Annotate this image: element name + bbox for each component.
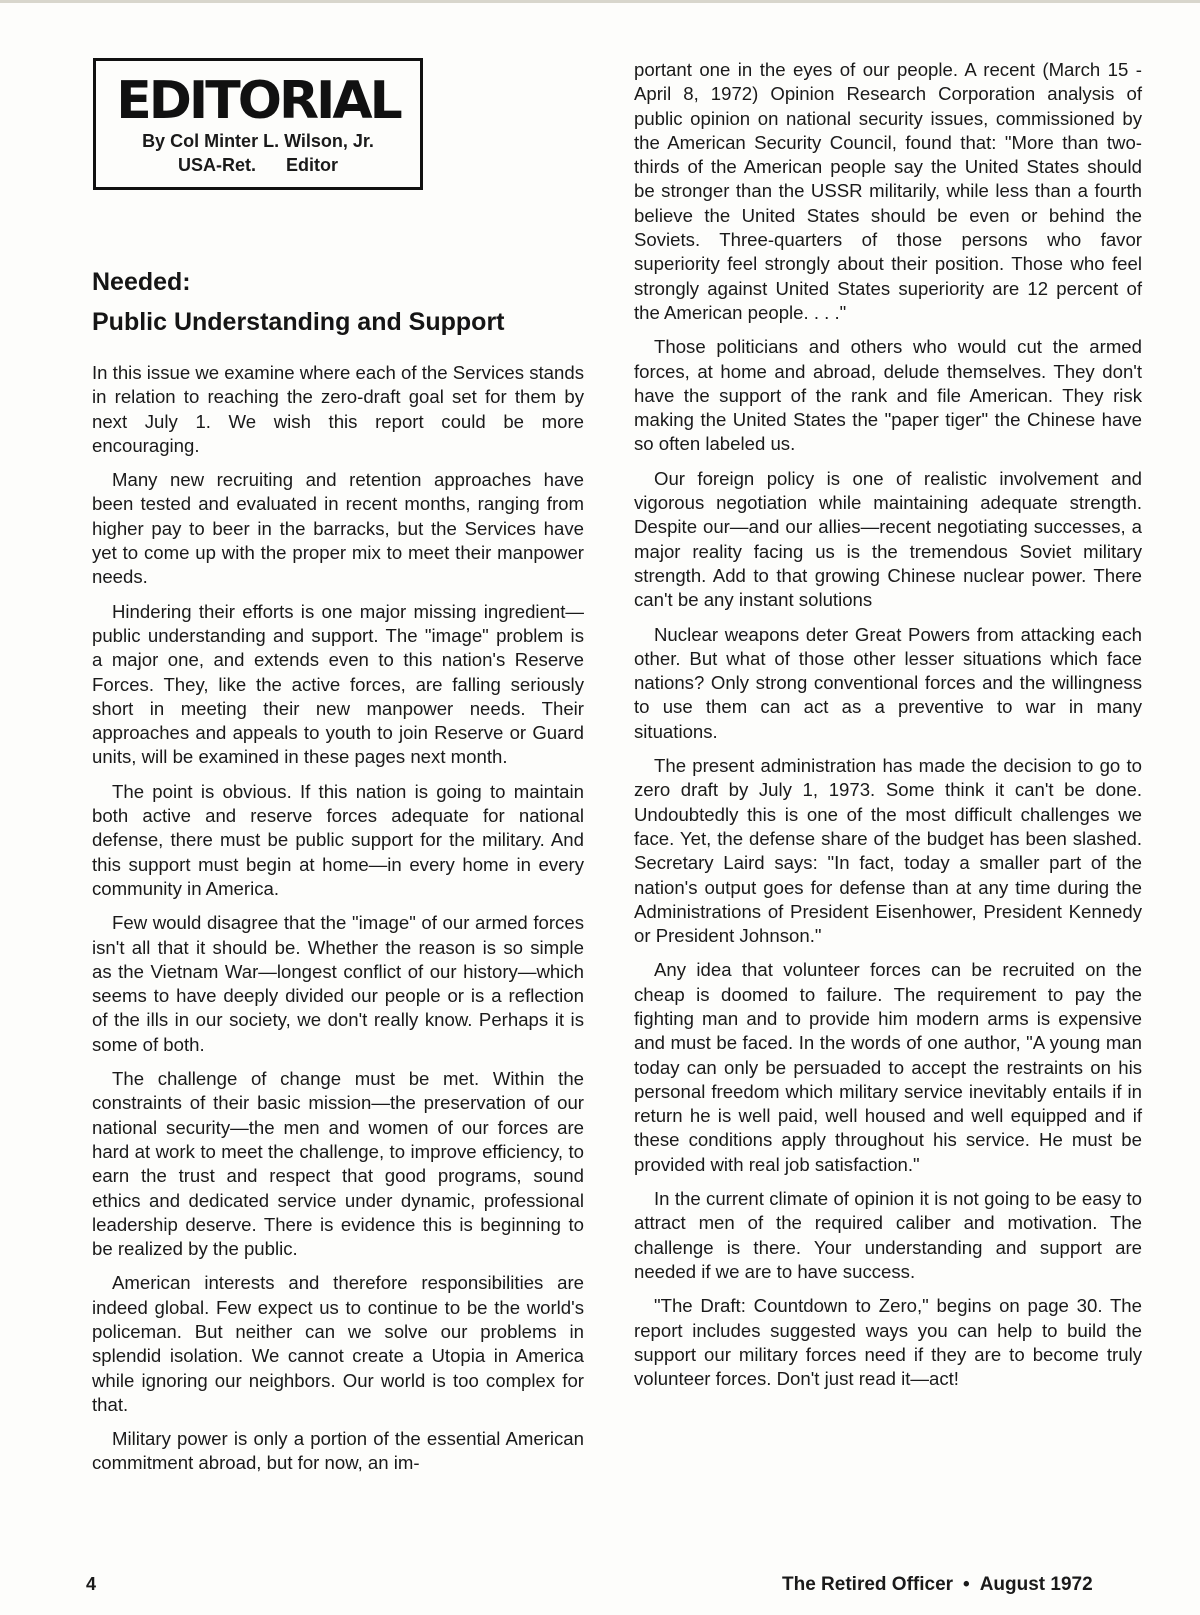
headline-line-2: Public Understanding and Support bbox=[92, 308, 505, 336]
paragraph: The present administration has made the decision to go to zero draft by July 1, 1973. Some think it can't be done. Undoubtedly this is one of the most difficult challenges we face. Yet, the defense share of the budget has been slashed. Secretary Laird says: "In fact, today a smaller part of the nation's output goes for defense than at any time during the Administrations of President Eisenhower, President Kennedy or President Johnson." bbox=[634, 755, 1142, 947]
editorial-logo-box bbox=[93, 58, 423, 190]
publication-name: The Retired Officer bbox=[782, 1574, 954, 1595]
paragraph: In the current climate of opinion it is not going to be easy to attract men of the required caliber and motivation. The challenge is there. Your understanding and support are needed if we are to have success. bbox=[634, 1188, 1142, 1282]
editorial-logo: EDITORIAL bbox=[116, 71, 400, 131]
paragraph: Nuclear weapons deter Great Powers from attacking each other. But what of those other lesser situations which face nations? Only strong conventional forces and the willingness to use them can act as a preventive to war in many situations. bbox=[634, 623, 1142, 742]
paragraph: Many new recruiting and retention approaches have been tested and evaluated in recent months, ranging from higher pay to beer in the barracks, but the Services have yet to come up with the proper mix to meet their manpower needs. bbox=[92, 469, 584, 588]
paragraph: The challenge of change must be met. Within the constraints of their basic mission—the preservation of our national security—the men and women of our forces are hard at work to meet the challenge, to improve efficiency, to earn the trust and respect that good programs, sound ethics and dedicated service under dynamic, professional leadership deserve. There is evidence this is beginning to be realized by the public. bbox=[92, 1068, 584, 1260]
running-footer bbox=[782, 1574, 1093, 1596]
byline-role bbox=[96, 153, 420, 177]
issue-date: August 1972 bbox=[979, 1574, 1093, 1595]
paragraph: The point is obvious. If this nation is going to maintain both active and reserve forces adequate for national defense, there must be public support for the military. And this support must begin at home—in every home in every community in America. bbox=[92, 780, 584, 899]
headline-line-1: Needed: bbox=[92, 268, 191, 296]
paragraph: portant one in the eyes of our people. A recent (March 15 - April 8, 1972) Opinion Research Corporation analysis of public opinion on national security issues, commissioned by the American Security Council, found that: "More than two-thirds of the American people say the United States should be stronger than the USSR militarily, while less than a fourth believe the United States should be even or behind the Soviets. Three-quarters of those persons who favor superiority feel strongly about their position. Those who feel strongly against United States superiority are 12 percent of the American people. . . ." bbox=[634, 59, 1142, 323]
page-number: 4 bbox=[86, 1574, 97, 1594]
paragraph: Our foreign policy is one of realistic involvement and vigorous negotiation while maintaining adequate strength. Despite our—and our allies—recent negotiating successes, a major reality facing us is the tremendous Soviet military strength. Add to that growing Chinese nuclear power. There can't be any instant solutions bbox=[634, 467, 1142, 611]
headline bbox=[92, 262, 505, 342]
paragraph: American interests and therefore responsibilities are indeed global. Few expect us to continue to be the world's policeman. But neither can we solve our problems in splendid isolation. We cannot create a Utopia in America while ignoring our neighbors. Our world is too complex for that. bbox=[92, 1272, 584, 1415]
byline: By Col Minter L. Wilson, Jr. bbox=[142, 131, 374, 151]
paragraph: Any idea that volunteer forces can be recruited on the cheap is doomed to failure. The requirement to pay the fighting man and to provide him modern arms is expensive and must be faced. In the words of one author, "A young man today can only be persuaded to accept the restraints on his personal freedom which military service inevitably entails if in return he is well paid, well housed and well equipped and if these conditions apply throughout his service. He must be provided with real job satisfaction." bbox=[634, 959, 1142, 1175]
page-edge bbox=[0, 0, 1200, 3]
right-column bbox=[634, 58, 1142, 1401]
paragraph: Those politicians and others who would cut the armed forces, at home and abroad, delude themselves. They don't have the support of the rank and file American. They risk making the United States the "paper tiger" the Chinese have so often labeled us. bbox=[634, 336, 1142, 455]
paragraph: Hindering their efforts is one major missing ingredient—public understanding and support. The "image" problem is a major one, and extends even to this nation's Reserve Forces. They, like the active forces, are falling seriously short in meeting their new manpower needs. Their approaches and appeals to youth to join Reserve or Guard units, will be examined in these pages next month. bbox=[92, 600, 584, 768]
role: Editor bbox=[286, 155, 339, 175]
rank: USA-Ret. bbox=[177, 155, 256, 175]
left-column bbox=[92, 361, 584, 1486]
paragraph: In this issue we examine where each of the Services stands in relation to reaching the zero-draft goal set for them by next July 1. We wish this report could be more encouraging. bbox=[92, 362, 584, 456]
paragraph: Military power is only a portion of the essential American commitment abroad, but for now, an im- bbox=[92, 1428, 584, 1474]
bullet-separator: • bbox=[963, 1574, 970, 1595]
paragraph: "The Draft: Countdown to Zero," begins on page 30. The report includes suggested ways you can help to build the support our military forces need if they are to become truly volunteer forces. Don't just read it—act! bbox=[634, 1295, 1142, 1390]
paragraph: Few would disagree that the "image" of our armed forces isn't all that it should be. Whether the reason is so simple as the Vietnam War—longest conflict of our history—which seems to have deeply divided our people or is a reflection of the ills in our society, we don't really know. Perhaps it is some of both. bbox=[92, 912, 584, 1055]
